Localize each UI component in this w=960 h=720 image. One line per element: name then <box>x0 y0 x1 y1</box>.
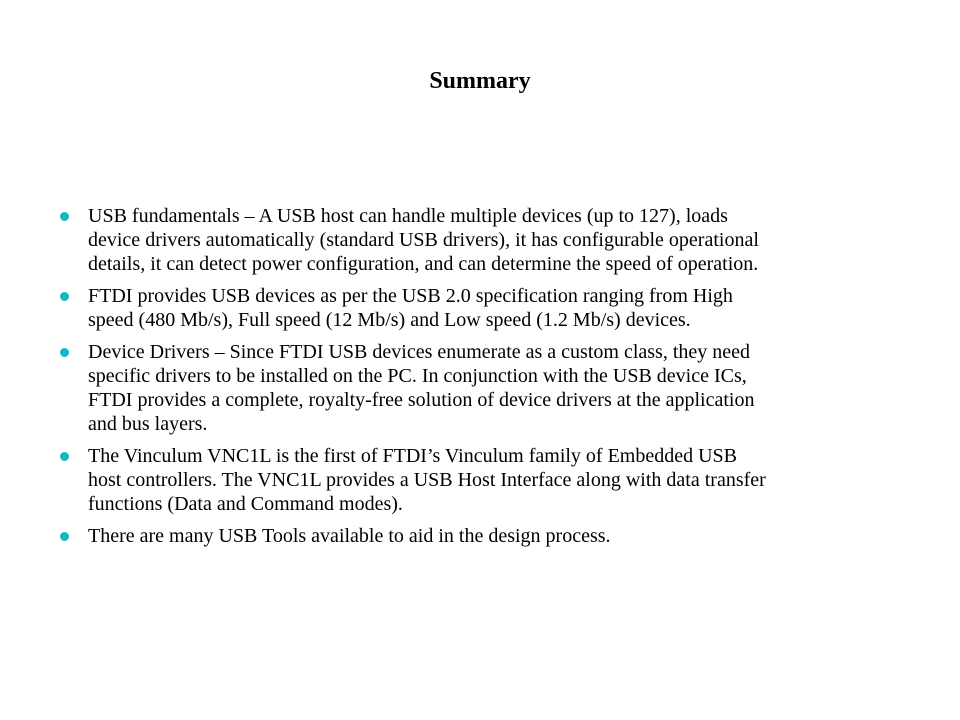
list-item <box>58 284 918 332</box>
bullet-dot-icon <box>60 292 69 301</box>
bullet-text: FTDI provides USB devices as per the USB 2.0 specification ranging from High speed (480 Mb/s), Full speed (12 Mb/s) and Low speed (1.2 Mb/s) devices. <box>88 285 733 331</box>
bullet-list <box>58 204 918 556</box>
list-item <box>58 204 918 276</box>
bullet-dot-icon <box>60 348 69 357</box>
bullet-text: There are many USB Tools available to aid in the design process. <box>88 525 611 547</box>
bullet-text: The Vinculum VNC1L is the first of FTDI’s Vinculum family of Embedded USB host controllers. The VNC1L provides a USB Host Interface along with data transfer functions (Data and Command modes). <box>88 445 766 515</box>
list-item <box>58 444 918 516</box>
bullet-text: Device Drivers – Since FTDI USB devices enumerate as a custom class, they need specific drivers to be installed on the PC. In conjunction with the USB device ICs, FTDI provides a complete, royalty-free solution of device drivers at the application and bus layers. <box>88 341 755 435</box>
slide-title: Summary <box>429 68 531 94</box>
list-item <box>58 524 918 548</box>
list-item <box>58 340 918 436</box>
bullet-text: USB fundamentals – A USB host can handle multiple devices (up to 127), loads device drivers automatically (standard USB drivers), it has configurable operational details, it can detect power configuration, and can determine the speed of operation. <box>88 205 759 275</box>
bullet-dot-icon <box>60 452 69 461</box>
bullet-dot-icon <box>60 212 69 221</box>
bullet-dot-icon <box>60 532 69 541</box>
